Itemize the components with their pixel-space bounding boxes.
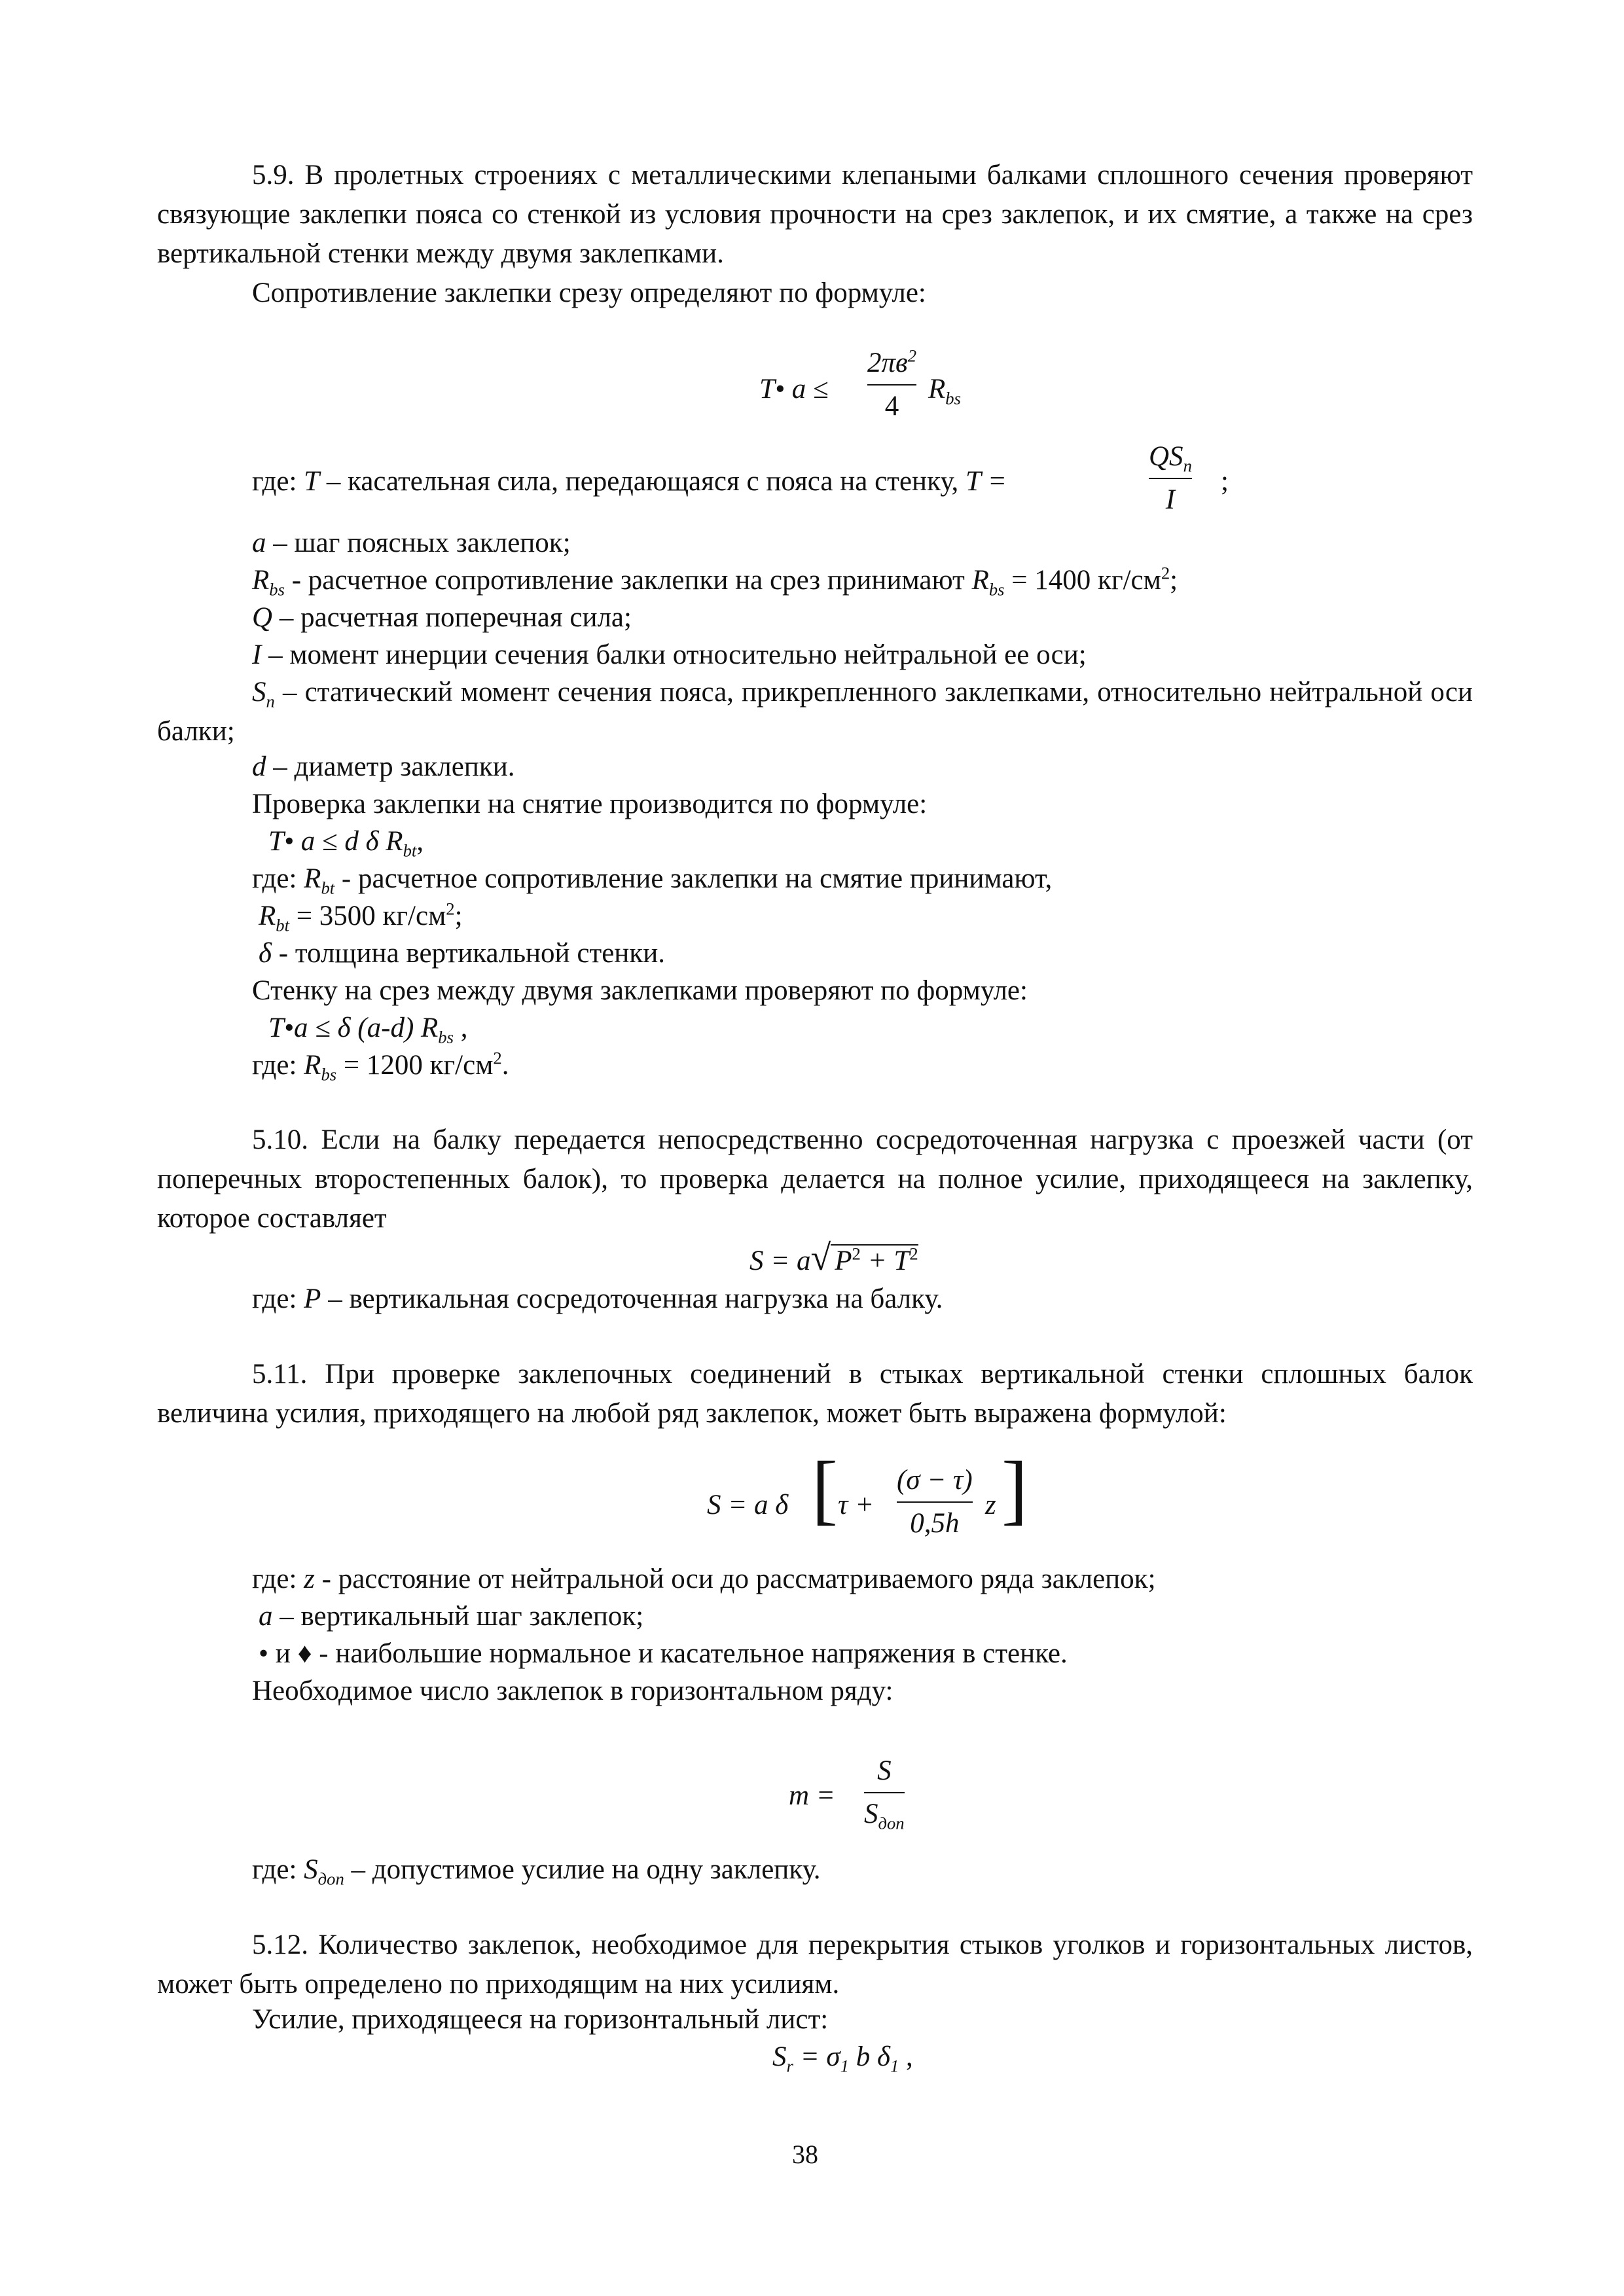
definition-P: где: P – вертикальная сосредоточенная нагрузка на балку. bbox=[252, 1283, 943, 1314]
radical-sign: √ bbox=[810, 1238, 831, 1278]
horizontal-sheet-formula: $S_r = \sigma_1$ b $\delta_1$ , bbox=[772, 2041, 913, 2076]
definition-Rbs: $R_{bs}$ - расчетное сопротивление заклепки на срез принимают $R_{bs} = 1400$ $кг/см^2$; bbox=[252, 563, 1178, 600]
section-5-11-paragraph: 5.11. При проверке заклепочных соединений в стыках вертикальной стенки сплошных балок величина усилия, приходящего на любой ряд заклепок, может быть выражена формулой: bbox=[157, 1359, 1473, 1429]
definition-z: где: z - расстояние от нейтральной оси до рассматриваемого ряда заклепок; bbox=[252, 1564, 1156, 1594]
sigma-symbol: • bbox=[259, 1638, 269, 1669]
definition-stresses: • и ♦ - наибольшие нормальное и касательное напряжения в стенке. bbox=[259, 1638, 1068, 1669]
shear-formula-denominator: 4 bbox=[884, 391, 899, 422]
close-bracket: ] bbox=[1001, 1445, 1028, 1532]
shear-formula-fraction bbox=[867, 344, 916, 426]
fraction-bar bbox=[897, 1501, 973, 1503]
bearing-formula: T• a ≤ d δ $R_{bt}$, bbox=[268, 826, 424, 861]
definition-Sdop: где: $S_{доп}$ – допустимое усилие на одну заклепку. bbox=[252, 1854, 821, 1889]
definition-delta: δ - толщина вертикальной стенки. bbox=[259, 938, 665, 969]
wall-shear-intro: Стенку на срез между двумя заклепками проверяют по формуле: bbox=[252, 975, 1028, 1006]
definition-Q: Q – расчетная поперечная сила; bbox=[252, 602, 632, 633]
fraction-bar bbox=[1149, 478, 1192, 479]
page-number: 38 bbox=[792, 2140, 818, 2169]
rivet-count-intro: Необходимое число заклепок в горизонтальном ряду: bbox=[252, 1676, 893, 1706]
tau-symbol: ♦ bbox=[297, 1638, 312, 1669]
open-bracket: [ bbox=[812, 1445, 838, 1532]
definition-a: a – шаг поясных заклепок; bbox=[252, 528, 571, 558]
wall-shear-formula: T•a ≤ δ (a-d) $R_{bs}$ , bbox=[268, 1013, 468, 1047]
Rbs-value: где: $R_{bs} = 1200$ $кг/см^2$. bbox=[252, 1048, 509, 1085]
fraction-bar bbox=[867, 384, 916, 386]
definition-I: I – момент инерции сечения балки относительно нейтральной ее оси; bbox=[252, 639, 1087, 670]
rivet-force-formula: S = a√ $P^2 + T^2$ bbox=[749, 1238, 918, 1278]
row-force-formula-tau: τ + bbox=[838, 1490, 875, 1520]
section-5-12-paragraph: 5.12. Количество заклепок, необходимое для перекрытия стыков уголков и горизонтальных листов, может быть определено по приходящим на них усилиям. bbox=[157, 1929, 1473, 2000]
horizontal-sheet-intro: Усилие, приходящееся на горизонтальный лист: bbox=[252, 2004, 829, 2035]
definition-T: где: T – касательная сила, передающаяся с пояса на стенку, T = bbox=[252, 466, 1007, 497]
definition-Rbt: где: $R_{bt}$ - расчетное сопротивление заклепки на смятие принимают, bbox=[252, 863, 1053, 898]
fraction-bar bbox=[864, 1792, 905, 1793]
T-fraction: $QS_n$ I bbox=[1149, 441, 1192, 515]
row-force-formula-z: z bbox=[985, 1490, 996, 1520]
definition-Sn: $S_n$ – статический момент сечения пояса, прикрепленного заклепками, относительно нейтральной оси балки; bbox=[157, 677, 1473, 747]
row-force-fraction: (σ − τ) 0,5h bbox=[897, 1465, 973, 1539]
rivet-count-formula-left: m = bbox=[789, 1780, 835, 1811]
section-5-10-paragraph: 5.10. Если на балку передается непосредственно сосредоточенная нагрузка с проезжей части (от поперечных второстепенных балок), то проверка делается на полное усилие, приходящееся на заклепку, которое составляет bbox=[157, 1124, 1473, 1234]
definition-vertical-pitch: a – вертикальный шаг заклепок; bbox=[259, 1601, 644, 1632]
T-fraction-end: ; bbox=[1221, 466, 1229, 497]
bearing-check-intro: Проверка заклепки на снятие производится по формуле: bbox=[252, 789, 928, 819]
shear-formula-right: $R_{bs}$ bbox=[928, 374, 961, 408]
shear-formula-numerator-exp: 2 bbox=[907, 346, 917, 366]
resistance-intro: Сопротивление заклепки срезу определяют по формуле: bbox=[252, 278, 926, 308]
shear-formula-left: T• a ≤ bbox=[759, 374, 829, 404]
row-force-formula-left: S = a δ bbox=[707, 1490, 789, 1520]
section-5-9-paragraph: 5.9. В пролетных строениях с металлическими клепаными балками сплошного сечения проверяют связующие заклепки пояса со стенкой из условия прочности на срез заклепок, и их смятие, а также на срез вертикальной стенки между двумя заклепками. bbox=[157, 160, 1473, 269]
rivet-count-fraction: S $S_{доп}$ bbox=[864, 1755, 905, 1833]
Rbt-value: $R_{bt} = 3500$ $кг/см^2$; bbox=[259, 899, 463, 935]
shear-formula-numerator: 2πв bbox=[867, 348, 908, 378]
radicand: $P^2 + T^2$ bbox=[831, 1244, 918, 1276]
definition-d: d – диаметр заклепки. bbox=[252, 751, 515, 782]
